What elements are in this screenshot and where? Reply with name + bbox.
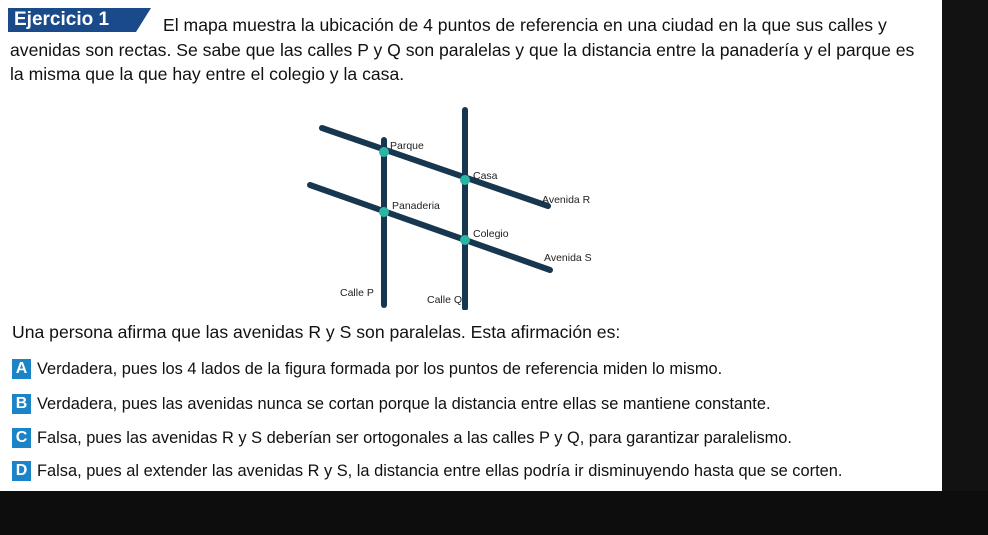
parque-label: Parque: [390, 140, 424, 152]
colegio-label: Colegio: [473, 228, 509, 240]
option-c-text: Falsa, pues las avenidas R y S deberían ser ortogonales a las calles P y Q, para garantizar paralelismo.: [37, 428, 792, 447]
option-d[interactable]: [12, 460, 842, 482]
colegio-point: [460, 235, 470, 245]
option-b-text: Verdadera, pues las avenidas nunca se cortan porque la distancia entre ellas se mantiene constante.: [37, 394, 771, 413]
avenida-r-label: Avenida R: [542, 194, 591, 206]
option-a-text: Verdadera, pues los 4 lados de la figura formada por los puntos de referencia miden lo mismo.: [37, 359, 723, 378]
exercise-title: Ejercicio 1: [14, 9, 110, 30]
avenida-r-line: [322, 128, 548, 206]
option-a-letter: A: [12, 359, 31, 379]
option-b-letter: B: [12, 394, 31, 414]
calle-q-label: Calle Q: [427, 294, 463, 306]
panaderia-label: Panaderia: [392, 200, 440, 212]
option-d-text: Falsa, pues al extender las avenidas R y S, la distancia entre ellas podría ir disminuyendo hasta que se corten.: [37, 461, 843, 480]
option-d-letter: D: [12, 461, 31, 481]
parque-point: [379, 147, 389, 157]
avenida-s-line: [310, 185, 550, 270]
question-text: Una persona afirma que las avenidas R y S son paralelas. Esta afirmación es:: [12, 322, 621, 342]
casa-label: Casa: [473, 170, 498, 182]
dark-frame-bottom: [0, 491, 988, 535]
option-b[interactable]: [12, 393, 771, 415]
city-map-diagram: [290, 100, 620, 310]
panaderia-point: [379, 207, 389, 217]
option-c-letter: C: [12, 428, 31, 448]
dark-frame-right: [942, 0, 988, 535]
exercise-statement: El mapa muestra la ubicación de 4 puntos de referencia en una ciudad en la que sus calles y avenidas son rectas. Se sabe que las calles P y Q son paralelas y que la distancia entre la panadería y el parque es la misma que la que hay entre el colegio y la casa.: [10, 15, 915, 84]
option-c[interactable]: [12, 427, 792, 449]
option-a[interactable]: [12, 358, 722, 380]
calle-p-label: Calle P: [340, 287, 374, 299]
casa-point: [460, 175, 470, 185]
avenida-s-label: Avenida S: [544, 252, 592, 264]
